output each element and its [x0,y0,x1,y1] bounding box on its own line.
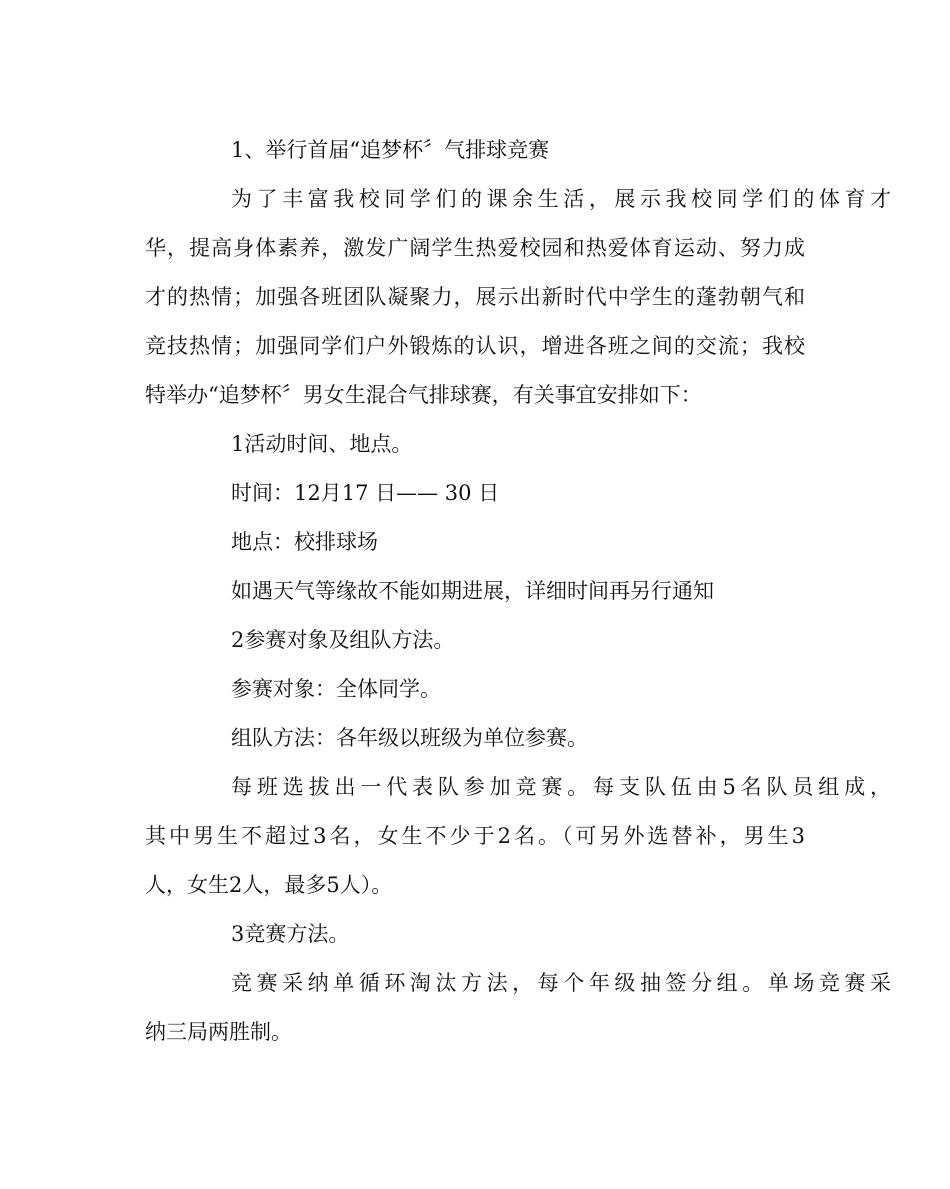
paragraph-line: 竞赛采纳单循环淘汰方法，每个年级抽签分组。单场竞赛采 [231,971,891,995]
paragraph-line: 如遇天气等缘故不能如期进展，详细时间再另行通知 [231,579,714,603]
subsection-heading: 1活动时间、地点。 [231,432,413,456]
document-body [145,126,891,1057]
paragraph-line: 地点：校排球场 [231,530,378,554]
paragraph-line: 时间：12月17 日—— 30 日 [231,481,500,505]
paragraph-line: 其中男生不超过3名，女生不少于2名。（可另外选替补，男生3 [145,824,805,848]
paragraph-line: 才的热情；加强各班团队凝聚力，展示出新时代中学生的蓬勃朝气和 [145,285,805,309]
paragraph-line: 每班选拔出一代表队参加竞赛。每支队伍由5名队员组成， [231,775,891,799]
paragraph-line: 竞技热情；加强同学们户外锻炼的认识，增进各班之间的交流；我校 [145,334,805,358]
paragraph-line: 参赛对象：全体同学。 [231,677,441,701]
paragraph-line: 纳三局两胜制。 [145,1020,292,1044]
paragraph-line: 人，女生2人，最多5人）。 [145,873,393,897]
subsection-heading: 2参赛对象及组队方法。 [231,628,455,652]
section-heading: 1、举行首届“追梦杯〞气排球竞赛 [231,138,550,162]
paragraph-line: 特举办“追梦杯〞男女生混合气排球赛，有关事宜安排如下： [145,383,702,407]
subsection-heading: 3竞赛方法。 [231,922,350,946]
paragraph-line: 为了丰富我校同学们的课余生活，展示我校同学们的体育才 [231,187,891,211]
paragraph-line: 组队方法：各年级以班级为单位参赛。 [231,726,588,750]
paragraph-line: 华，提高身体素养，激发广阔学生热爱校园和热爱体育运动、努力成 [145,236,805,260]
